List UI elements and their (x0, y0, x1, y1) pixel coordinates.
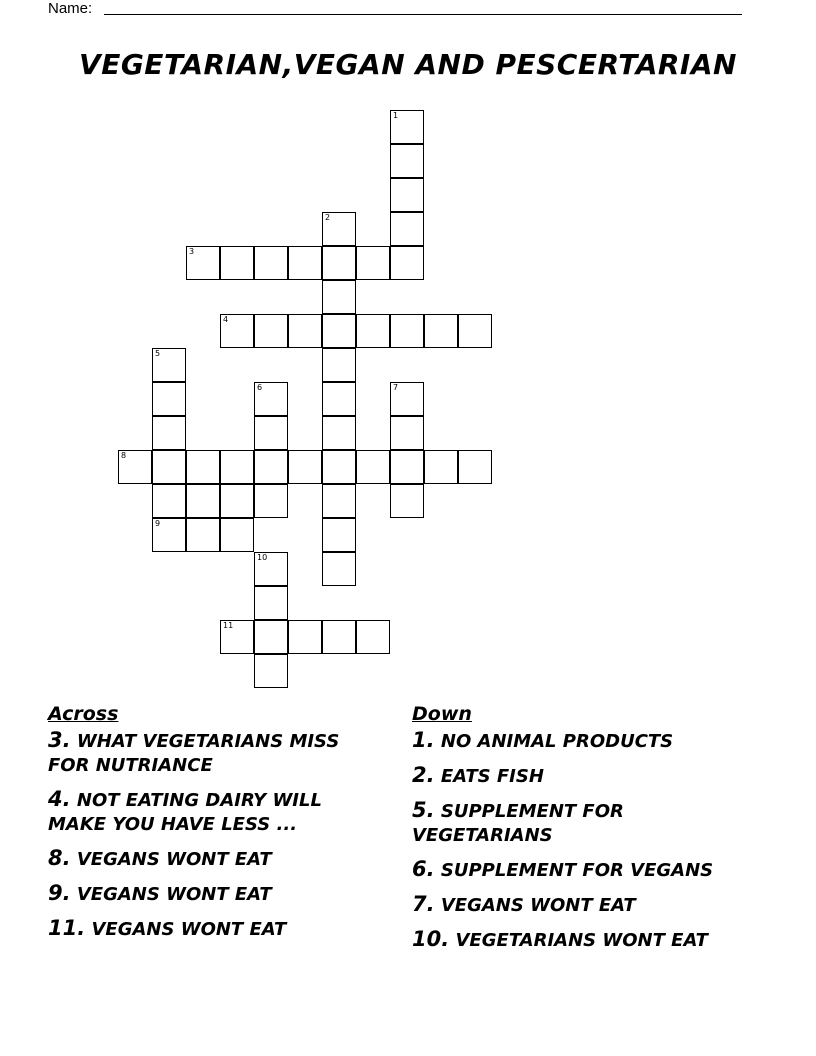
clue-text: NO ANIMAL PRODUCTS (440, 731, 674, 752)
crossword-cell[interactable] (322, 552, 356, 586)
crossword-cell[interactable] (322, 348, 356, 382)
page-title: VEGETARIAN,VEGAN AND PESCERTARIAN (79, 48, 737, 81)
crossword-cell[interactable] (322, 382, 356, 416)
crossword-cell[interactable] (152, 450, 186, 484)
across-clues (48, 702, 378, 951)
crossword-cell[interactable] (152, 348, 186, 382)
down-heading: Down (412, 703, 472, 725)
crossword-cell[interactable] (322, 280, 356, 314)
crossword-cell[interactable] (356, 450, 390, 484)
clue-num: 9. (48, 881, 71, 905)
name-label: Name: (48, 0, 93, 17)
crossword-cell[interactable] (288, 450, 322, 484)
crossword-cell[interactable] (220, 620, 254, 654)
clue-number: 11 (223, 621, 234, 630)
crossword-cell[interactable] (152, 382, 186, 416)
clue-text: VEGANS WONT EAT (76, 884, 272, 905)
crossword-cell[interactable] (254, 416, 288, 450)
clue-num: 3. (48, 728, 71, 752)
crossword-cell[interactable] (322, 518, 356, 552)
clue-number: 3 (189, 247, 195, 256)
down-clue (412, 728, 752, 754)
clue-number: 6 (257, 383, 263, 392)
clue-text: NOT EATING DAIRY WILL MAKE YOU HAVE LESS ... (48, 790, 322, 835)
clue-number: 7 (393, 383, 399, 392)
crossword-cell[interactable] (390, 212, 424, 246)
crossword-cell[interactable] (220, 484, 254, 518)
crossword-cell[interactable] (254, 654, 288, 688)
crossword-cell[interactable] (322, 212, 356, 246)
crossword-cell[interactable] (254, 620, 288, 654)
across-heading: Across (48, 703, 119, 725)
across-clue-list (48, 728, 378, 942)
crossword-cell[interactable] (390, 382, 424, 416)
crossword-cell[interactable] (220, 246, 254, 280)
down-clue (412, 892, 752, 918)
clue-number: 5 (155, 349, 161, 358)
clue-text: WHAT VEGETARIANS MISS FOR NUTRIANCE (48, 731, 340, 776)
crossword-cell[interactable] (288, 620, 322, 654)
crossword-cell[interactable] (390, 110, 424, 144)
crossword-cell[interactable] (356, 620, 390, 654)
across-clue (48, 728, 378, 778)
down-clue (412, 798, 752, 848)
crossword-cell[interactable] (424, 314, 458, 348)
clue-num: 4. (48, 787, 71, 811)
clue-number: 10 (257, 553, 268, 562)
crossword-cell[interactable] (152, 484, 186, 518)
crossword-cell[interactable] (424, 450, 458, 484)
crossword-cell[interactable] (254, 450, 288, 484)
crossword-cell[interactable] (356, 246, 390, 280)
clue-text: VEGANS WONT EAT (440, 895, 636, 916)
across-clue (48, 881, 378, 907)
crossword-cell[interactable] (322, 450, 356, 484)
crossword-cell[interactable] (220, 450, 254, 484)
clue-num: 1. (412, 728, 435, 752)
crossword-cell[interactable] (254, 586, 288, 620)
crossword-cell[interactable] (254, 484, 288, 518)
crossword-cell[interactable] (458, 450, 492, 484)
crossword-cell[interactable] (186, 518, 220, 552)
clue-text: VEGETARIANS WONT EAT (455, 930, 708, 951)
crossword-cell[interactable] (322, 314, 356, 348)
across-clue (48, 846, 378, 872)
down-clue-list (412, 728, 752, 953)
clue-number: 8 (121, 451, 127, 460)
crossword-cell[interactable] (390, 144, 424, 178)
crossword-cell[interactable] (254, 552, 288, 586)
crossword-cell[interactable] (390, 178, 424, 212)
crossword-cell[interactable] (254, 246, 288, 280)
clue-text: EATS FISH (440, 766, 544, 787)
down-clue (412, 927, 752, 953)
clue-num: 7. (412, 892, 435, 916)
clue-num: 11. (48, 916, 86, 940)
crossword-cell[interactable] (390, 246, 424, 280)
clue-num: 6. (412, 857, 435, 881)
clue-number: 2 (325, 213, 331, 222)
crossword-cell[interactable] (322, 416, 356, 450)
crossword-cell[interactable] (220, 518, 254, 552)
crossword-cell[interactable] (322, 246, 356, 280)
clue-number: 9 (155, 519, 161, 528)
crossword-cell[interactable] (186, 246, 220, 280)
crossword-cell[interactable] (118, 450, 152, 484)
crossword-cell[interactable] (220, 314, 254, 348)
clue-num: 8. (48, 846, 71, 870)
crossword-cell[interactable] (390, 450, 424, 484)
clue-text: VEGANS WONT EAT (76, 849, 272, 870)
down-clue (412, 763, 752, 789)
crossword-cell[interactable] (322, 484, 356, 518)
clue-number: 4 (223, 315, 229, 324)
crossword-cell[interactable] (356, 314, 390, 348)
crossword-cell[interactable] (458, 314, 492, 348)
clue-text: VEGANS WONT EAT (91, 919, 287, 940)
down-clues (412, 702, 752, 962)
down-clue (412, 857, 752, 883)
clue-number: 1 (393, 111, 399, 120)
across-clue (48, 787, 378, 837)
crossword-cell[interactable] (390, 314, 424, 348)
clue-text: SUPPLEMENT FOR VEGETARIANS (412, 801, 624, 846)
crossword-cell[interactable] (254, 314, 288, 348)
across-clue (48, 916, 378, 942)
crossword-cell[interactable] (186, 484, 220, 518)
crossword-cell[interactable] (390, 484, 424, 518)
crossword-cell[interactable] (152, 518, 186, 552)
clue-num: 5. (412, 798, 435, 822)
clue-num: 2. (412, 763, 435, 787)
clue-text: SUPPLEMENT FOR VEGANS (440, 860, 714, 881)
crossword-cell[interactable] (288, 314, 322, 348)
crossword-cell[interactable] (254, 382, 288, 416)
crossword-cell[interactable] (186, 450, 220, 484)
crossword-cell[interactable] (322, 620, 356, 654)
crossword-cell[interactable] (152, 416, 186, 450)
clue-num: 10. (412, 927, 450, 951)
crossword-cell[interactable] (390, 416, 424, 450)
crossword-cell[interactable] (288, 246, 322, 280)
